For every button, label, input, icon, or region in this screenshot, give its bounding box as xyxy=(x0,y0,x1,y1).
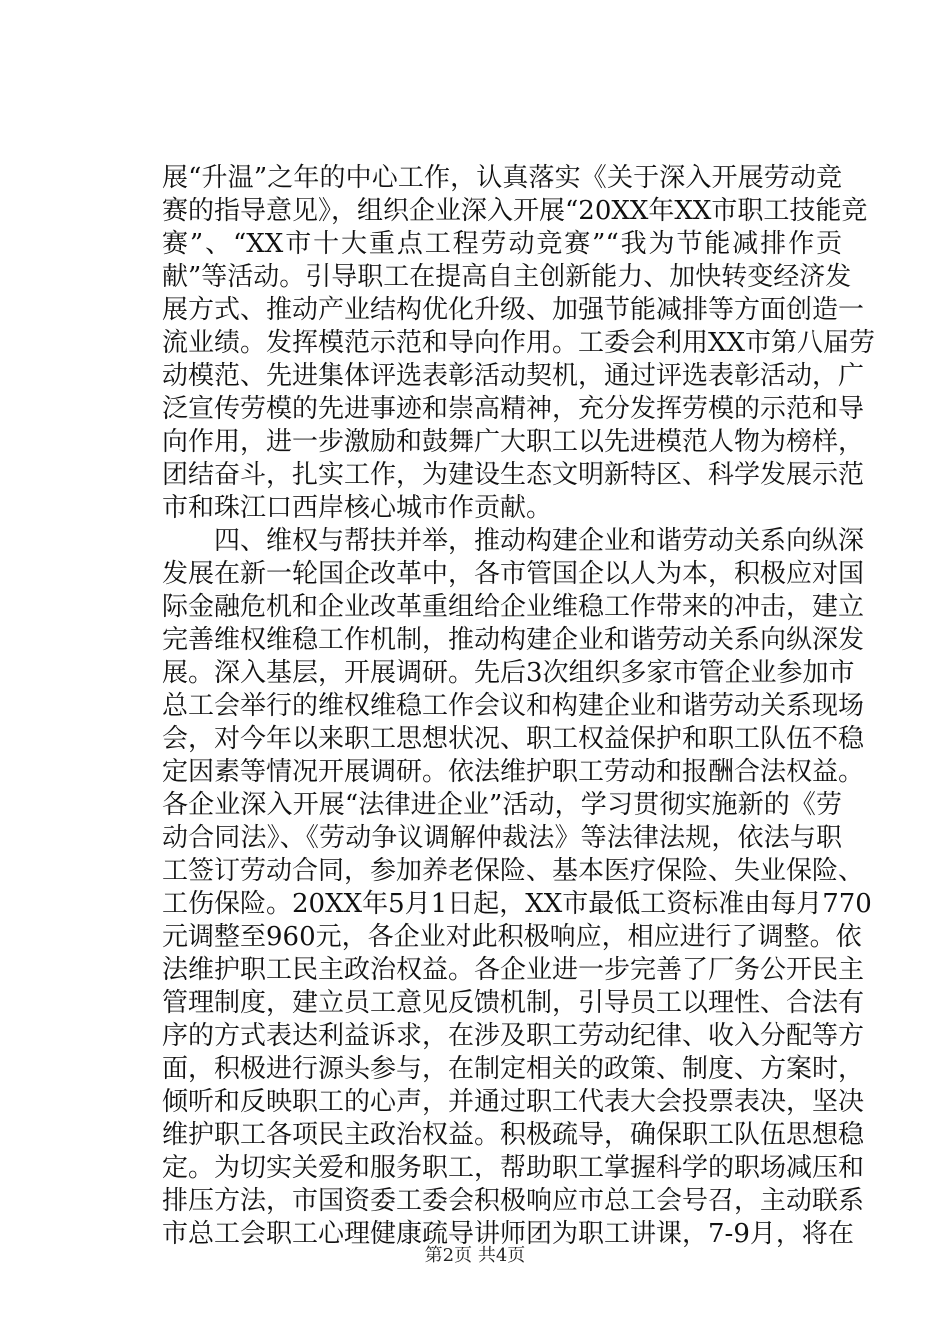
text-line: 会，对今年以来职工思想状况、职工权益保护和职工队伍不稳 xyxy=(162,724,865,754)
text-line: 动合同法》、《劳动争议调解仲裁法》等法律法规，依法与职 xyxy=(162,823,842,853)
text-line: 定因素等情况开展调研。依法维护职工劳动和报酬合法权益。 xyxy=(162,757,865,787)
text-line: 元调整至960元，各企业对此积极响应，相应进行了调整。依 xyxy=(162,922,862,952)
text-line: 团结奋斗，扎实工作，为建设生态文明新特区、科学发展示范 xyxy=(162,460,865,490)
text-line: 市总工会职工心理健康疏导讲师团为职工讲课，7-9月，将在 xyxy=(162,1219,854,1249)
text-line: 市和珠江口西岸核心城市作贡献。 xyxy=(162,493,553,523)
text-line: 面，积极进行源头参与，在制定相关的政策、制度、方案时， xyxy=(162,1054,865,1084)
text-line: 展。深入基层，开展调研。先后3次组织多家市管企业参加市 xyxy=(162,658,855,688)
text-line: 维护职工各项民主政治权益。积极疏导，确保职工队伍思想稳 xyxy=(162,1120,865,1150)
text-line: 赛的指导意见》，组织企业深入开展“20XX年XX市职工技能竞 xyxy=(162,196,868,226)
text-line: 倾听和反映职工的心声，并通过职工代表大会投票表决，坚决 xyxy=(162,1087,865,1117)
page-footer: 第2页 共4页 xyxy=(424,1245,526,1266)
text-line: 各企业深入开展“法律进企业”活动，学习贯彻实施新的《劳 xyxy=(162,790,842,820)
text-line: 排压方法，市国资委工委会积极响应市总工会号召，主动联系 xyxy=(162,1186,865,1216)
text-line: 发展在新一轮国企改革中，各市管国企以人为本，积极应对国 xyxy=(162,559,865,589)
text-line: 献”等活动。引导职工在提高自主创新能力、加快转变经济发 xyxy=(162,262,852,292)
text-line: 赛”、“XX市十大重点工程劳动竞赛”“我为节能减排作贡 xyxy=(162,229,842,259)
text-line: 管理制度，建立员工意见反馈机制，引导员工以理性、合法有 xyxy=(162,988,865,1018)
text-line: 工伤保险。20XX年5月1日起，XX市最低工资标准由每月770 xyxy=(162,889,872,919)
text-line: 总工会举行的维权维稳工作会议和构建企业和谐劳动关系现场 xyxy=(162,691,865,721)
text-line: 动模范、先进集体评选表彰活动契机，通过评选表彰活动，广 xyxy=(162,361,865,391)
text-line: 展“升温”之年的中心工作，认真落实《关于深入开展劳动竞 xyxy=(162,163,842,193)
text-line: 流业绩。发挥模范示范和导向作用。工委会利用XX市第八届劳 xyxy=(162,328,876,358)
text-line: 定。为切实关爱和服务职工，帮助职工掌握科学的职场减压和 xyxy=(162,1153,865,1183)
text-line: 工签订劳动合同，参加养老保险、基本医疗保险、失业保险、 xyxy=(162,856,865,886)
text-line: 泛宣传劳模的先进事迹和崇高精神，充分发挥劳模的示范和导 xyxy=(162,394,865,424)
text-line: 向作用，进一步激励和鼓舞广大职工以先进模范人物为榜样， xyxy=(162,427,865,457)
text-line: 展方式、推动产业结构优化升级、加强节能减排等方面创造一 xyxy=(162,295,865,325)
text-line: 完善维权维稳工作机制，推动构建企业和谐劳动关系向纵深发 xyxy=(162,625,865,655)
text-line: 序的方式表达利益诉求，在涉及职工劳动纪律、收入分配等方 xyxy=(162,1021,865,1051)
text-line: 法维护职工民主政治权益。各企业进一步完善了厂务公开民主 xyxy=(162,955,865,985)
text-line: 际金融危机和企业改革重组给企业维稳工作带来的冲击，建立 xyxy=(162,592,865,622)
paragraph-heading-line: 四、维权与帮扶并举，推动构建企业和谐劳动关系向纵深 xyxy=(162,526,865,556)
